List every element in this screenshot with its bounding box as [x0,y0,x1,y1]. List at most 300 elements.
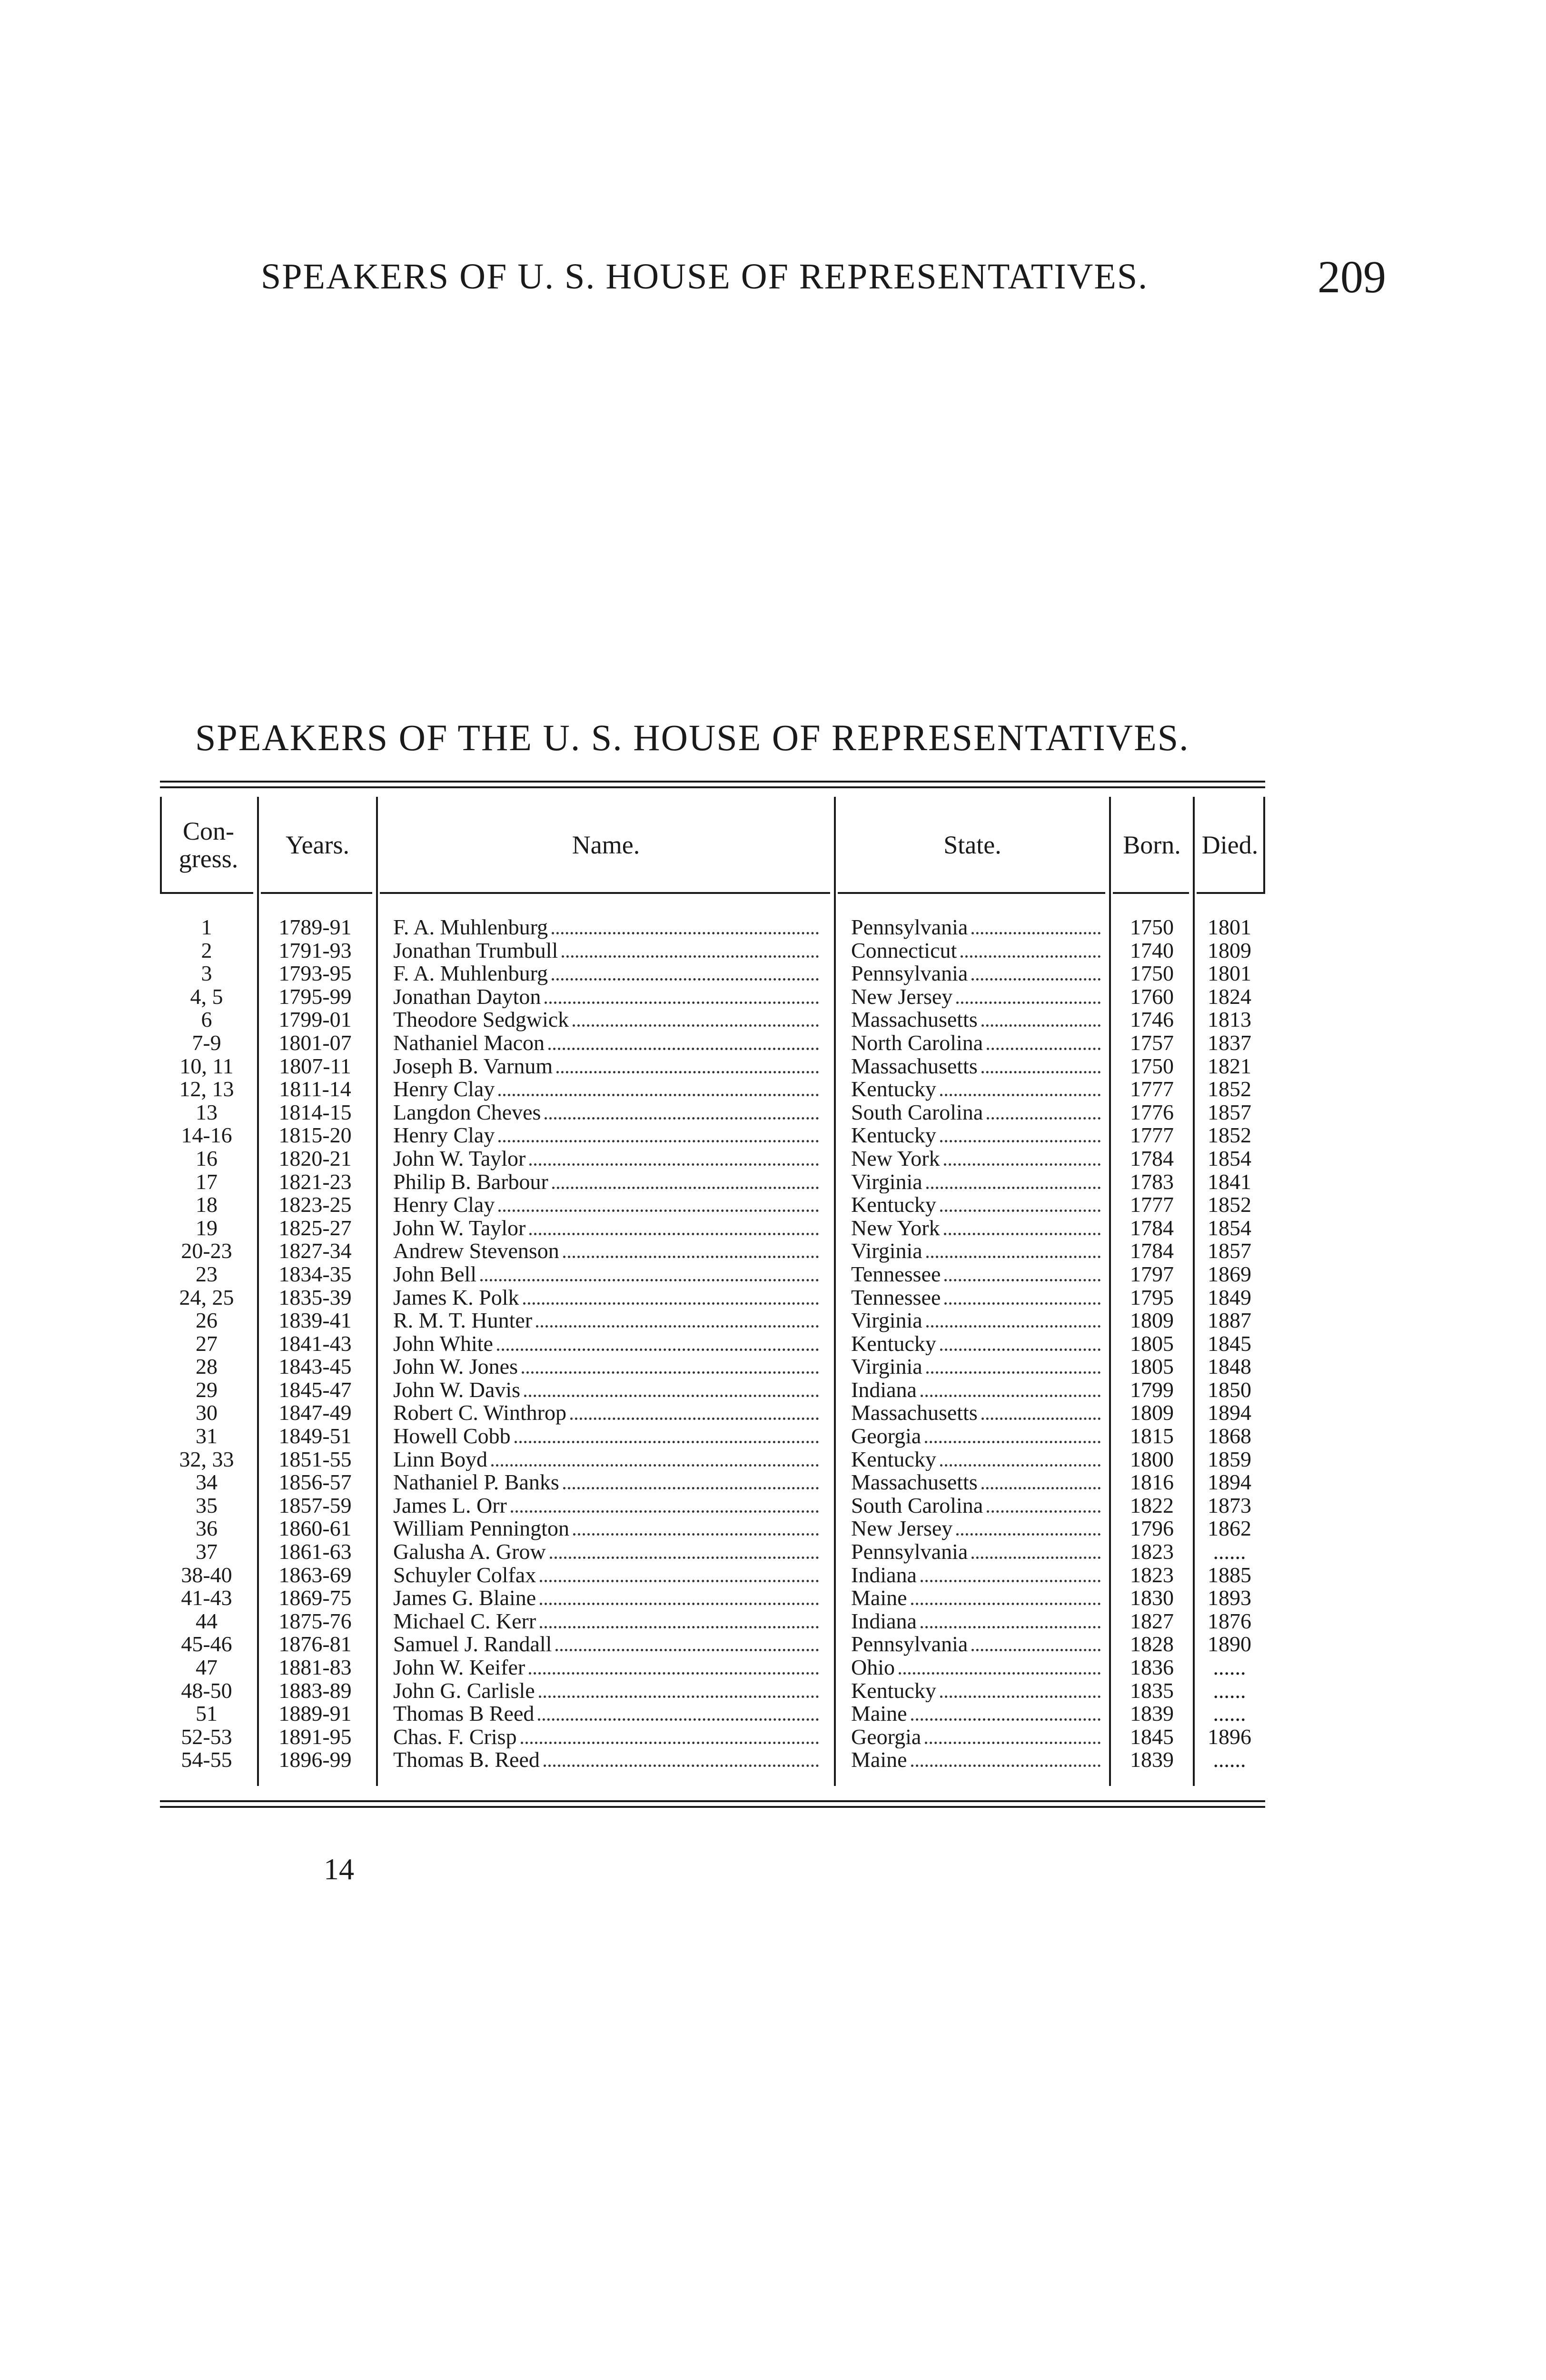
state-cell-text: Kentucky [851,1448,936,1471]
congress-cell: 3 [201,962,212,985]
table-row [0,1448,1546,1471]
running-head: SPEAKERS OF U. S. HOUSE OF REPRESENTATIVES. [261,257,1149,297]
dot-leader [529,1163,819,1166]
born-cell: 1845 [1130,1725,1174,1749]
died-cell: 1852 [1208,1193,1251,1217]
state-cell [851,1031,1103,1055]
died-cell: ...... [1213,1679,1246,1703]
name-cell [393,1633,822,1656]
state-cell-text: New Jersey [851,985,953,1009]
column-header-died: Died. [1201,831,1259,859]
died-cell: 1801 [1208,916,1251,939]
state-cell [851,1240,1103,1263]
name-cell-text: Nathaniel Macon [393,1031,545,1055]
born-cell: 1835 [1130,1679,1174,1703]
name-cell-text: John Bell [393,1262,477,1286]
born-cell: 1783 [1130,1170,1174,1194]
dot-leader [981,1024,1100,1027]
dot-leader [944,1279,1100,1281]
dot-leader [940,1210,1100,1212]
state-cell-text: Virginia [851,1170,922,1194]
table-row [0,1124,1546,1147]
name-cell-text: Andrew Stevenson [393,1240,559,1263]
congress-cell: 18 [196,1193,218,1217]
name-cell [393,1147,822,1170]
name-cell-text: F. A. Muhlenburg [393,916,548,939]
name-cell [393,1448,822,1471]
state-cell [851,916,1103,939]
dot-leader [971,1557,1100,1559]
dot-leader [911,1603,1100,1605]
dot-leader [987,1117,1100,1120]
table-row [0,1147,1546,1170]
congress-cell: 7-9 [192,1031,221,1055]
table-row [0,1193,1546,1217]
years-cell: 1869-75 [278,1587,352,1610]
born-cell: 1836 [1130,1656,1174,1679]
name-cell-text: R. M. T. Hunter [393,1309,533,1332]
died-cell: 1887 [1208,1309,1251,1332]
state-cell-text: Indiana [851,1378,917,1402]
congress-cell: 2 [201,939,212,962]
congress-cell: 48-50 [181,1679,232,1703]
dot-leader [563,1256,819,1258]
years-cell: 1883-89 [278,1679,352,1703]
name-cell-text: John W. Keifer [393,1656,525,1679]
born-cell: 1784 [1130,1240,1174,1263]
congress-cell: 30 [196,1401,218,1425]
born-cell: 1800 [1130,1448,1174,1471]
dot-leader [570,1418,819,1420]
name-cell-text: Jonathan Dayton [393,985,541,1009]
name-cell [393,1286,822,1309]
born-cell: 1750 [1130,916,1174,939]
dot-leader [545,1117,819,1120]
congress-cell: 26 [196,1309,218,1332]
died-cell: ...... [1213,1748,1246,1772]
signature-mark: 14 [324,1852,354,1886]
congress-cell: 45-46 [181,1633,232,1656]
table-row [0,1494,1546,1517]
state-cell [851,1564,1103,1587]
died-cell: 1868 [1208,1425,1251,1448]
state-cell [851,1355,1103,1378]
state-cell [851,985,1103,1009]
state-cell-text: Virginia [851,1309,922,1332]
state-cell-text: Kentucky [851,1124,936,1147]
header-underline [1197,892,1265,894]
name-cell [393,1217,822,1240]
congress-cell: 4, 5 [190,985,223,1009]
dot-leader [545,1002,819,1004]
dot-leader [563,1487,819,1489]
years-cell: 1851-55 [278,1448,352,1471]
state-cell [851,1309,1103,1332]
died-cell: 1894 [1208,1471,1251,1494]
dot-leader [940,1094,1100,1096]
name-cell-text: Galusha A. Grow [393,1540,546,1564]
congress-cell: 20-23 [181,1240,232,1263]
state-cell-text: Indiana [851,1563,917,1587]
name-cell-text: John White [393,1332,493,1356]
name-cell [393,1078,822,1101]
state-cell-text: Virginia [851,1355,922,1378]
table-row [0,1610,1546,1633]
state-cell [851,1008,1103,1031]
name-cell [393,1517,822,1540]
died-cell: 1852 [1208,1124,1251,1147]
dot-leader [540,1626,819,1628]
table-row [0,1263,1546,1286]
died-cell: 1854 [1208,1147,1251,1170]
name-cell-text: Jonathan Trumbull [393,939,558,962]
years-cell: 1793-95 [278,962,352,985]
born-cell: 1839 [1130,1748,1174,1772]
congress-cell: 41-43 [181,1587,232,1610]
table-row [0,1378,1546,1402]
born-cell: 1746 [1130,1008,1174,1031]
table-row [0,1286,1546,1309]
table-row [0,1679,1546,1703]
died-cell: 1876 [1208,1609,1251,1633]
born-cell: 1815 [1130,1425,1174,1448]
years-cell: 1814-15 [278,1101,352,1124]
name-cell-text: Henry Clay [393,1193,495,1217]
table-row [0,1517,1546,1540]
congress-cell: 28 [196,1355,218,1378]
dot-leader [491,1464,819,1467]
born-cell: 1757 [1130,1031,1174,1055]
table-row [0,1726,1546,1749]
name-cell-text: Linn Boyd [393,1448,488,1471]
died-cell: 1845 [1208,1332,1251,1356]
state-cell [851,1124,1103,1147]
state-cell-text: Kentucky [851,1078,936,1101]
state-cell-text: Georgia [851,1725,922,1749]
years-cell: 1857-59 [278,1494,352,1517]
born-cell: 1805 [1130,1355,1174,1378]
state-cell-text: New York [851,1147,940,1170]
name-cell-text: Thomas B. Reed [393,1748,540,1772]
dot-leader [925,1742,1100,1744]
died-cell: 1893 [1208,1587,1251,1610]
years-cell: 1834-35 [278,1262,352,1286]
header-underline [160,892,253,894]
died-cell: 1824 [1208,985,1251,1009]
table-row [0,1309,1546,1332]
died-cell: 1857 [1208,1240,1251,1263]
name-cell-text: Theodore Sedgwick [393,1008,569,1031]
dot-leader [556,1071,819,1073]
years-cell: 1881-83 [278,1656,352,1679]
table-row [0,1401,1546,1425]
name-cell-text: John W. Jones [393,1355,518,1378]
congress-cell: 13 [196,1101,218,1124]
congress-cell: 54-55 [181,1748,232,1772]
table-row [0,1656,1546,1679]
born-cell: 1784 [1130,1216,1174,1240]
name-cell-text: F. A. Muhlenburg [393,962,548,985]
state-cell [851,1193,1103,1217]
name-cell-text: Howell Cobb [393,1425,511,1448]
name-cell [393,1702,822,1726]
state-cell [851,962,1103,985]
years-cell: 1799-01 [278,1008,352,1031]
name-cell-text: James L. Orr [393,1494,507,1517]
table-row [0,1240,1546,1263]
name-cell [393,1679,822,1703]
state-cell [851,1726,1103,1749]
state-cell-text: Tennessee [851,1286,941,1309]
died-cell: 1813 [1208,1008,1251,1031]
dot-leader [515,1441,819,1443]
name-cell-text: James G. Blaine [393,1587,536,1610]
born-cell: 1816 [1130,1471,1174,1494]
table-row [0,1355,1546,1378]
name-cell [393,1494,822,1517]
name-cell-text: Henry Clay [393,1078,495,1101]
died-cell: 1869 [1208,1262,1251,1286]
table-top-double-rule [160,781,1265,788]
dot-leader [498,1140,819,1142]
table-row [0,1170,1546,1194]
name-cell-text: John W. Davis [393,1378,521,1402]
congress-cell: 6 [201,1008,212,1031]
born-cell: 1750 [1130,962,1174,985]
dot-leader [981,1071,1100,1073]
state-cell [851,1425,1103,1448]
years-cell: 1841-43 [278,1332,352,1356]
state-cell-text: Tennessee [851,1262,941,1286]
page-number: 209 [1318,251,1386,302]
years-cell: 1789-91 [278,916,352,939]
congress-cell: 31 [196,1425,218,1448]
years-cell: 1795-99 [278,985,352,1009]
state-cell [851,1055,1103,1078]
born-cell: 1823 [1130,1563,1174,1587]
years-cell: 1835-39 [278,1286,352,1309]
table-row [0,916,1546,939]
state-cell-text: Georgia [851,1425,922,1448]
died-cell: ...... [1213,1540,1246,1564]
dot-leader [981,1487,1100,1489]
name-cell [393,939,822,962]
state-cell [851,1610,1103,1633]
dot-leader [573,1024,819,1027]
state-cell [851,1633,1103,1656]
dot-leader [940,1464,1100,1467]
state-cell [851,1471,1103,1494]
state-cell [851,1378,1103,1402]
table-row [0,1332,1546,1356]
born-cell: 1740 [1130,939,1174,962]
years-cell: 1861-63 [278,1540,352,1564]
years-cell: 1827-34 [278,1240,352,1263]
table-row [0,1008,1546,1031]
table-row [0,1564,1546,1587]
column-header-name: Name. [572,831,640,859]
name-cell-text: William Pennington [393,1517,569,1541]
name-cell [393,1031,822,1055]
dot-leader [562,955,819,958]
state-cell [851,1540,1103,1564]
years-cell: 1820-21 [278,1147,352,1170]
dot-leader [971,1649,1100,1651]
state-cell [851,1517,1103,1540]
column-header-years: Years. [285,831,350,859]
state-cell [851,1679,1103,1703]
years-cell: 1847-49 [278,1401,352,1425]
name-cell-text: Schuyler Colfax [393,1563,536,1587]
table-row [0,1101,1546,1124]
name-cell [393,1309,822,1332]
years-cell: 1807-11 [279,1054,351,1078]
state-cell-text: Virginia [851,1240,922,1263]
died-cell: ...... [1213,1702,1246,1726]
dot-leader [540,1580,819,1582]
years-cell: 1825-27 [278,1216,352,1240]
name-cell [393,1471,822,1494]
state-cell [851,939,1103,962]
years-cell: 1856-57 [278,1471,352,1494]
name-cell [393,1170,822,1194]
state-cell [851,1101,1103,1124]
born-cell: 1805 [1130,1332,1174,1356]
name-cell-text: Thomas B Reed [393,1702,535,1726]
born-cell: 1760 [1130,985,1174,1009]
born-cell: 1830 [1130,1587,1174,1610]
congress-cell: 23 [196,1262,218,1286]
dot-leader [987,1510,1100,1513]
years-cell: 1815-20 [278,1124,352,1147]
table-row [0,1633,1546,1656]
years-cell: 1823-25 [278,1193,352,1217]
table-row [0,962,1546,985]
name-cell-text: John W. Taylor [393,1216,526,1240]
state-cell-text: Connecticut [851,939,957,962]
congress-cell: 1 [201,916,212,939]
born-cell: 1784 [1130,1147,1174,1170]
born-cell: 1795 [1130,1286,1174,1309]
born-cell: 1777 [1130,1193,1174,1217]
dot-leader [944,1163,1100,1166]
congress-cell: 37 [196,1540,218,1564]
dot-leader [987,1048,1100,1050]
dot-leader [926,1371,1100,1374]
congress-cell: 38-40 [181,1563,232,1587]
dot-leader [536,1325,819,1328]
state-cell-text: Kentucky [851,1679,936,1703]
died-cell: 1857 [1208,1101,1251,1124]
table-row [0,1078,1546,1101]
name-cell [393,1263,822,1286]
dot-leader [940,1140,1100,1142]
dot-leader [511,1510,819,1513]
name-cell [393,1240,822,1263]
dot-leader [911,1718,1100,1721]
dot-leader [529,1672,819,1675]
state-cell-text: Kentucky [851,1332,936,1356]
congress-cell: 35 [196,1494,218,1517]
born-cell: 1823 [1130,1540,1174,1564]
dot-leader [522,1371,819,1374]
name-cell [393,916,822,939]
died-cell: 1809 [1208,939,1251,962]
name-cell [393,1355,822,1378]
state-cell [851,1702,1103,1726]
born-cell: 1776 [1130,1101,1174,1124]
years-cell: 1801-07 [278,1031,352,1055]
column-header-congress-line1: Con- [183,817,234,845]
name-cell [393,1610,822,1633]
header-underline [838,892,1105,894]
dot-leader [940,1696,1100,1698]
dot-leader [548,1048,819,1050]
years-cell: 1863-69 [278,1563,352,1587]
born-cell: 1809 [1130,1309,1174,1332]
name-cell [393,1101,822,1124]
dot-leader [552,1187,819,1189]
congress-cell: 17 [196,1170,218,1194]
column-header-state: State. [943,831,1001,859]
name-cell-text: Robert C. Winthrop [393,1401,567,1425]
years-cell: 1791-93 [278,939,352,962]
died-cell: 1873 [1208,1494,1251,1517]
years-cell: 1843-45 [278,1355,352,1378]
dot-leader [926,1256,1100,1258]
dot-leader [981,1418,1100,1420]
congress-cell: 47 [196,1656,218,1679]
years-cell: 1849-51 [278,1425,352,1448]
years-cell: 1845-47 [278,1378,352,1402]
dot-leader [552,932,819,934]
dot-leader [944,1233,1100,1235]
state-cell [851,1656,1103,1679]
died-cell: 1841 [1208,1170,1251,1194]
table-row [0,1217,1546,1240]
name-cell [393,1378,822,1402]
died-cell: 1890 [1208,1633,1251,1656]
name-cell [393,1540,822,1564]
name-cell-text: Chas. F. Crisp [393,1725,517,1749]
years-cell: 1821-23 [278,1170,352,1194]
state-cell-text: Maine [851,1702,907,1726]
table-row [0,1702,1546,1726]
born-cell: 1822 [1130,1494,1174,1517]
state-cell [851,1217,1103,1240]
born-cell: 1777 [1130,1078,1174,1101]
died-cell: 1849 [1208,1286,1251,1309]
table-bottom-double-rule [160,1800,1265,1808]
congress-cell: 14-16 [181,1124,232,1147]
died-cell: 1885 [1208,1563,1251,1587]
died-cell: 1862 [1208,1517,1251,1541]
table-row [0,985,1546,1009]
congress-cell: 34 [196,1471,218,1494]
state-cell-text: Pennsylvania [851,962,968,985]
name-cell-text: Joseph B. Varnum [393,1054,553,1078]
dot-leader [521,1742,819,1744]
state-cell-text: Indiana [851,1609,917,1633]
state-cell [851,1078,1103,1101]
dot-leader [921,1395,1100,1397]
dot-leader [550,1557,819,1559]
header-underline [261,892,372,894]
dot-leader [498,1210,819,1212]
name-cell [393,1401,822,1425]
state-cell-text: Ohio [851,1656,895,1679]
congress-cell: 12, 13 [179,1078,234,1101]
